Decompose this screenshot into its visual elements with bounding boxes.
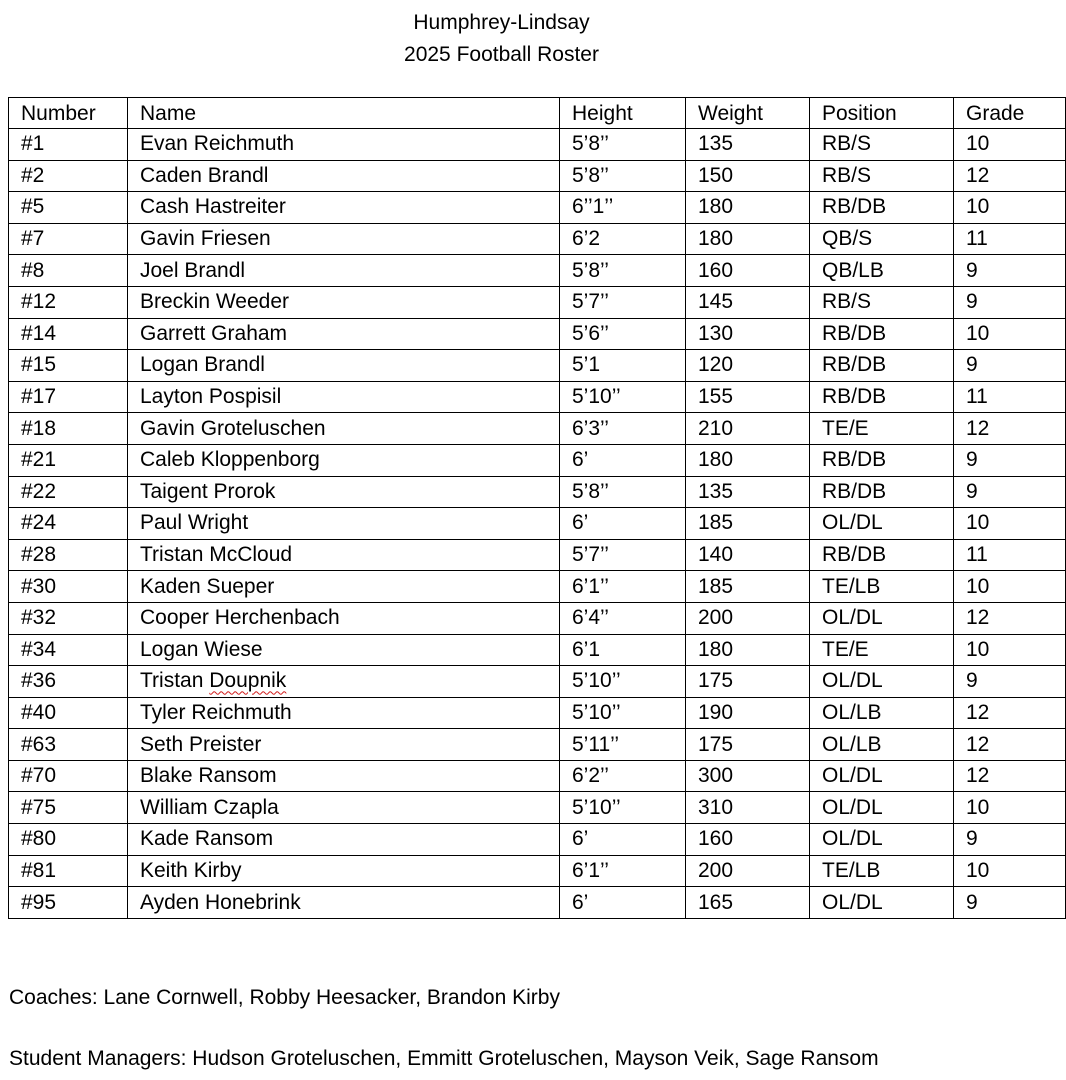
player-weight-cell: 185 — [686, 508, 810, 540]
player-number-cell: #7 — [9, 223, 128, 255]
player-weight-cell: 135 — [686, 129, 810, 161]
table-row — [9, 539, 1066, 571]
table-row — [9, 571, 1066, 603]
roster-table — [8, 97, 1066, 919]
player-name-text: Paul Wright — [140, 511, 249, 535]
player-grade-cell: 12 — [954, 729, 1066, 761]
player-name-text: William Czapla — [140, 795, 279, 819]
player-name-text: Seth Preister — [140, 732, 262, 756]
player-position-cell: OL/LB — [810, 697, 954, 729]
player-name-cell — [128, 381, 560, 413]
player-position-cell: OL/DL — [810, 508, 954, 540]
player-weight-cell: 135 — [686, 476, 810, 508]
player-number-cell: #80 — [9, 824, 128, 856]
table-row — [9, 129, 1066, 161]
player-weight-cell: 185 — [686, 571, 810, 603]
player-position-cell: QB/S — [810, 223, 954, 255]
player-position-cell: TE/LB — [810, 571, 954, 603]
player-name-cell — [128, 824, 560, 856]
player-number-cell: #75 — [9, 792, 128, 824]
player-number-cell: #34 — [9, 634, 128, 666]
player-name-cell — [128, 760, 560, 792]
table-row — [9, 160, 1066, 192]
player-name-text: Tristan McCloud — [140, 543, 293, 567]
player-name-cell — [128, 729, 560, 761]
player-number-cell: #22 — [9, 476, 128, 508]
player-position-cell: RB/DB — [810, 381, 954, 413]
player-name-text: Logan Wiese — [140, 637, 263, 661]
player-position-cell: RB/DB — [810, 539, 954, 571]
player-height-cell: 6’3’’ — [560, 413, 686, 445]
player-height-cell: 6’1 — [560, 634, 686, 666]
table-row — [9, 476, 1066, 508]
player-name-cell — [128, 255, 560, 287]
player-name-cell — [128, 602, 560, 634]
player-number-cell: #12 — [9, 286, 128, 318]
player-name-cell — [128, 350, 560, 382]
table-row — [9, 318, 1066, 350]
player-name-text: Caleb Kloppenborg — [140, 448, 320, 472]
table-row — [9, 192, 1066, 224]
player-position-cell: RB/DB — [810, 350, 954, 382]
player-number-cell: #30 — [9, 571, 128, 603]
player-height-cell: 6’ — [560, 444, 686, 476]
player-position-cell: OL/DL — [810, 666, 954, 698]
player-weight-cell: 165 — [686, 887, 810, 919]
player-height-cell: 5’8’’ — [560, 160, 686, 192]
player-name-text: Cash Hastreiter — [140, 195, 286, 219]
player-height-cell: 5’10’’ — [560, 666, 686, 698]
player-name-text: Caden Brandl — [140, 163, 269, 187]
player-position-cell: TE/LB — [810, 855, 954, 887]
player-grade-cell: 9 — [954, 255, 1066, 287]
player-height-cell: 6’2’’ — [560, 760, 686, 792]
player-grade-cell: 10 — [954, 855, 1066, 887]
player-name-cell — [128, 160, 560, 192]
player-grade-cell: 10 — [954, 508, 1066, 540]
player-grade-cell: 9 — [954, 824, 1066, 856]
table-row — [9, 855, 1066, 887]
player-grade-cell: 10 — [954, 192, 1066, 224]
player-position-cell: RB/DB — [810, 476, 954, 508]
player-number-cell: #18 — [9, 413, 128, 445]
player-name-cell — [128, 413, 560, 445]
player-height-cell: 6’2 — [560, 223, 686, 255]
player-name-cell — [128, 444, 560, 476]
player-grade-cell: 10 — [954, 129, 1066, 161]
table-row — [9, 697, 1066, 729]
player-weight-cell: 175 — [686, 666, 810, 698]
player-number-cell: #32 — [9, 602, 128, 634]
player-weight-cell: 180 — [686, 444, 810, 476]
player-name-text: Gavin Groteluschen — [140, 416, 326, 440]
player-number-cell: #36 — [9, 666, 128, 698]
player-name-text: Evan Reichmuth — [140, 132, 295, 156]
player-position-cell: OL/DL — [810, 824, 954, 856]
player-weight-cell: 200 — [686, 855, 810, 887]
player-height-cell: 5’8’’ — [560, 129, 686, 161]
player-position-cell: RB/S — [810, 129, 954, 161]
player-name-cell — [128, 129, 560, 161]
roster-body — [9, 129, 1066, 919]
player-height-cell: 5’1 — [560, 350, 686, 382]
player-weight-cell: 180 — [686, 634, 810, 666]
table-row — [9, 444, 1066, 476]
player-height-cell: 6’’1’’ — [560, 192, 686, 224]
player-number-cell: #24 — [9, 508, 128, 540]
player-number-cell: #40 — [9, 697, 128, 729]
player-number-cell: #70 — [9, 760, 128, 792]
document-title-block — [0, 7, 1003, 71]
table-row — [9, 350, 1066, 382]
player-name-cell — [128, 192, 560, 224]
player-position-cell: OL/DL — [810, 602, 954, 634]
player-name-cell — [128, 697, 560, 729]
player-number-cell: #95 — [9, 887, 128, 919]
player-grade-cell: 9 — [954, 476, 1066, 508]
player-weight-cell: 300 — [686, 760, 810, 792]
player-position-cell: QB/LB — [810, 255, 954, 287]
player-grade-cell: 10 — [954, 634, 1066, 666]
table-header-row — [9, 98, 1066, 129]
table-row — [9, 634, 1066, 666]
player-name-cell — [128, 887, 560, 919]
player-name-text: Blake Ransom — [140, 764, 277, 788]
player-grade-cell: 10 — [954, 318, 1066, 350]
table-row — [9, 760, 1066, 792]
student-managers-line: Student Managers: Hudson Groteluschen, Emmitt Groteluschen, Mayson Veik, Sage Ransom — [9, 1047, 879, 1070]
player-name-cell — [128, 571, 560, 603]
player-position-cell: RB/DB — [810, 444, 954, 476]
table-row — [9, 792, 1066, 824]
player-name-cell — [128, 539, 560, 571]
player-weight-cell: 310 — [686, 792, 810, 824]
player-weight-cell: 140 — [686, 539, 810, 571]
player-number-cell: #8 — [9, 255, 128, 287]
player-position-cell: RB/S — [810, 286, 954, 318]
table-row — [9, 729, 1066, 761]
table-row — [9, 381, 1066, 413]
player-weight-cell: 175 — [686, 729, 810, 761]
player-height-cell: 6’1’’ — [560, 571, 686, 603]
player-grade-cell: 9 — [954, 350, 1066, 382]
table-row — [9, 413, 1066, 445]
player-name-text: Layton Pospisil — [140, 385, 282, 409]
table-row — [9, 666, 1066, 698]
player-weight-cell: 180 — [686, 223, 810, 255]
player-grade-cell: 12 — [954, 160, 1066, 192]
player-name-text: Gavin Friesen — [140, 227, 271, 251]
player-position-cell: RB/DB — [810, 192, 954, 224]
player-grade-cell: 10 — [954, 792, 1066, 824]
player-position-cell: OL/LB — [810, 729, 954, 761]
player-number-cell: #2 — [9, 160, 128, 192]
player-name-cell — [128, 666, 560, 698]
player-position-cell: RB/S — [810, 160, 954, 192]
player-number-cell: #14 — [9, 318, 128, 350]
player-name-text: Ayden Honebrink — [140, 890, 301, 914]
player-weight-cell: 120 — [686, 350, 810, 382]
player-grade-cell: 11 — [954, 223, 1066, 255]
player-number-cell: #21 — [9, 444, 128, 476]
player-grade-cell: 9 — [954, 444, 1066, 476]
player-name-cell — [128, 476, 560, 508]
table-row — [9, 887, 1066, 919]
player-name-text: Kade Ransom — [140, 827, 274, 851]
player-weight-cell: 160 — [686, 824, 810, 856]
player-position-cell: OL/DL — [810, 887, 954, 919]
player-name-cell — [128, 634, 560, 666]
player-number-cell: #81 — [9, 855, 128, 887]
player-grade-cell: 11 — [954, 539, 1066, 571]
player-number-cell: #63 — [9, 729, 128, 761]
player-position-cell: RB/DB — [810, 318, 954, 350]
player-height-cell: 5’10’’ — [560, 792, 686, 824]
player-weight-cell: 145 — [686, 286, 810, 318]
player-weight-cell: 180 — [686, 192, 810, 224]
player-name-text: Cooper Herchenbach — [140, 606, 340, 630]
table-row — [9, 824, 1066, 856]
table-row — [9, 508, 1066, 540]
player-position-cell: TE/E — [810, 634, 954, 666]
player-height-cell: 5’8’’ — [560, 476, 686, 508]
column-header-weight: Weight — [686, 98, 810, 129]
school-name: Humphrey-Lindsay — [413, 11, 590, 34]
player-height-cell: 5’6’’ — [560, 318, 686, 350]
player-height-cell: 5’10’’ — [560, 697, 686, 729]
player-height-cell: 5’8’’ — [560, 255, 686, 287]
player-name-text: Tyler Reichmuth — [140, 700, 292, 724]
player-name-text: Garrett Graham — [140, 321, 288, 345]
player-name-text: Joel Brandl — [140, 258, 246, 282]
player-name-text: Taigent Prorok — [140, 479, 276, 503]
player-number-cell: #15 — [9, 350, 128, 382]
spellcheck-flagged-name-text: Doupnik — [209, 669, 287, 693]
player-height-cell: 6’ — [560, 887, 686, 919]
player-position-cell: TE/E — [810, 413, 954, 445]
player-grade-cell: 12 — [954, 697, 1066, 729]
player-number-cell: #17 — [9, 381, 128, 413]
player-height-cell: 5’7’’ — [560, 539, 686, 571]
player-number-cell: #28 — [9, 539, 128, 571]
player-name-cell — [128, 223, 560, 255]
player-height-cell: 5’10’’ — [560, 381, 686, 413]
player-name-cell — [128, 508, 560, 540]
player-name-text: Logan Brandl — [140, 353, 265, 377]
column-header-grade: Grade — [954, 98, 1066, 129]
coaches-line: Coaches: Lane Cornwell, Robby Heesacker, Brandon Kirby — [9, 986, 560, 1009]
player-name-cell — [128, 855, 560, 887]
player-name-cell — [128, 318, 560, 350]
player-height-cell: 6’1’’ — [560, 855, 686, 887]
player-weight-cell: 130 — [686, 318, 810, 350]
player-height-cell: 6’4’’ — [560, 602, 686, 634]
player-grade-cell: 9 — [954, 286, 1066, 318]
player-number-cell: #1 — [9, 129, 128, 161]
table-row — [9, 602, 1066, 634]
player-grade-cell: 9 — [954, 887, 1066, 919]
player-name-cell — [128, 286, 560, 318]
player-name-text: Keith Kirby — [140, 858, 242, 882]
player-height-cell: 5’11’’ — [560, 729, 686, 761]
player-name-text: Kaden Sueper — [140, 574, 275, 598]
player-height-cell: 6’ — [560, 508, 686, 540]
player-name-cell — [128, 792, 560, 824]
player-height-cell: 6’ — [560, 824, 686, 856]
player-grade-cell: 11 — [954, 381, 1066, 413]
player-weight-cell: 200 — [686, 602, 810, 634]
player-number-cell: #5 — [9, 192, 128, 224]
player-name-text: Tristan — [140, 669, 210, 693]
player-height-cell: 5’7’’ — [560, 286, 686, 318]
table-row — [9, 286, 1066, 318]
player-name-text: Breckin Weeder — [140, 290, 290, 314]
player-weight-cell: 210 — [686, 413, 810, 445]
table-row — [9, 255, 1066, 287]
player-weight-cell: 160 — [686, 255, 810, 287]
player-weight-cell: 155 — [686, 381, 810, 413]
player-grade-cell: 10 — [954, 571, 1066, 603]
player-weight-cell: 190 — [686, 697, 810, 729]
player-grade-cell: 12 — [954, 602, 1066, 634]
player-position-cell: OL/DL — [810, 792, 954, 824]
player-weight-cell: 150 — [686, 160, 810, 192]
player-grade-cell: 9 — [954, 666, 1066, 698]
table-row — [9, 223, 1066, 255]
column-header-number: Number — [9, 98, 128, 129]
column-header-height: Height — [560, 98, 686, 129]
player-position-cell: OL/DL — [810, 760, 954, 792]
player-grade-cell: 12 — [954, 413, 1066, 445]
roster-subtitle: 2025 Football Roster — [404, 43, 599, 66]
column-header-position: Position — [810, 98, 954, 129]
player-grade-cell: 12 — [954, 760, 1066, 792]
column-header-name: Name — [128, 98, 560, 129]
